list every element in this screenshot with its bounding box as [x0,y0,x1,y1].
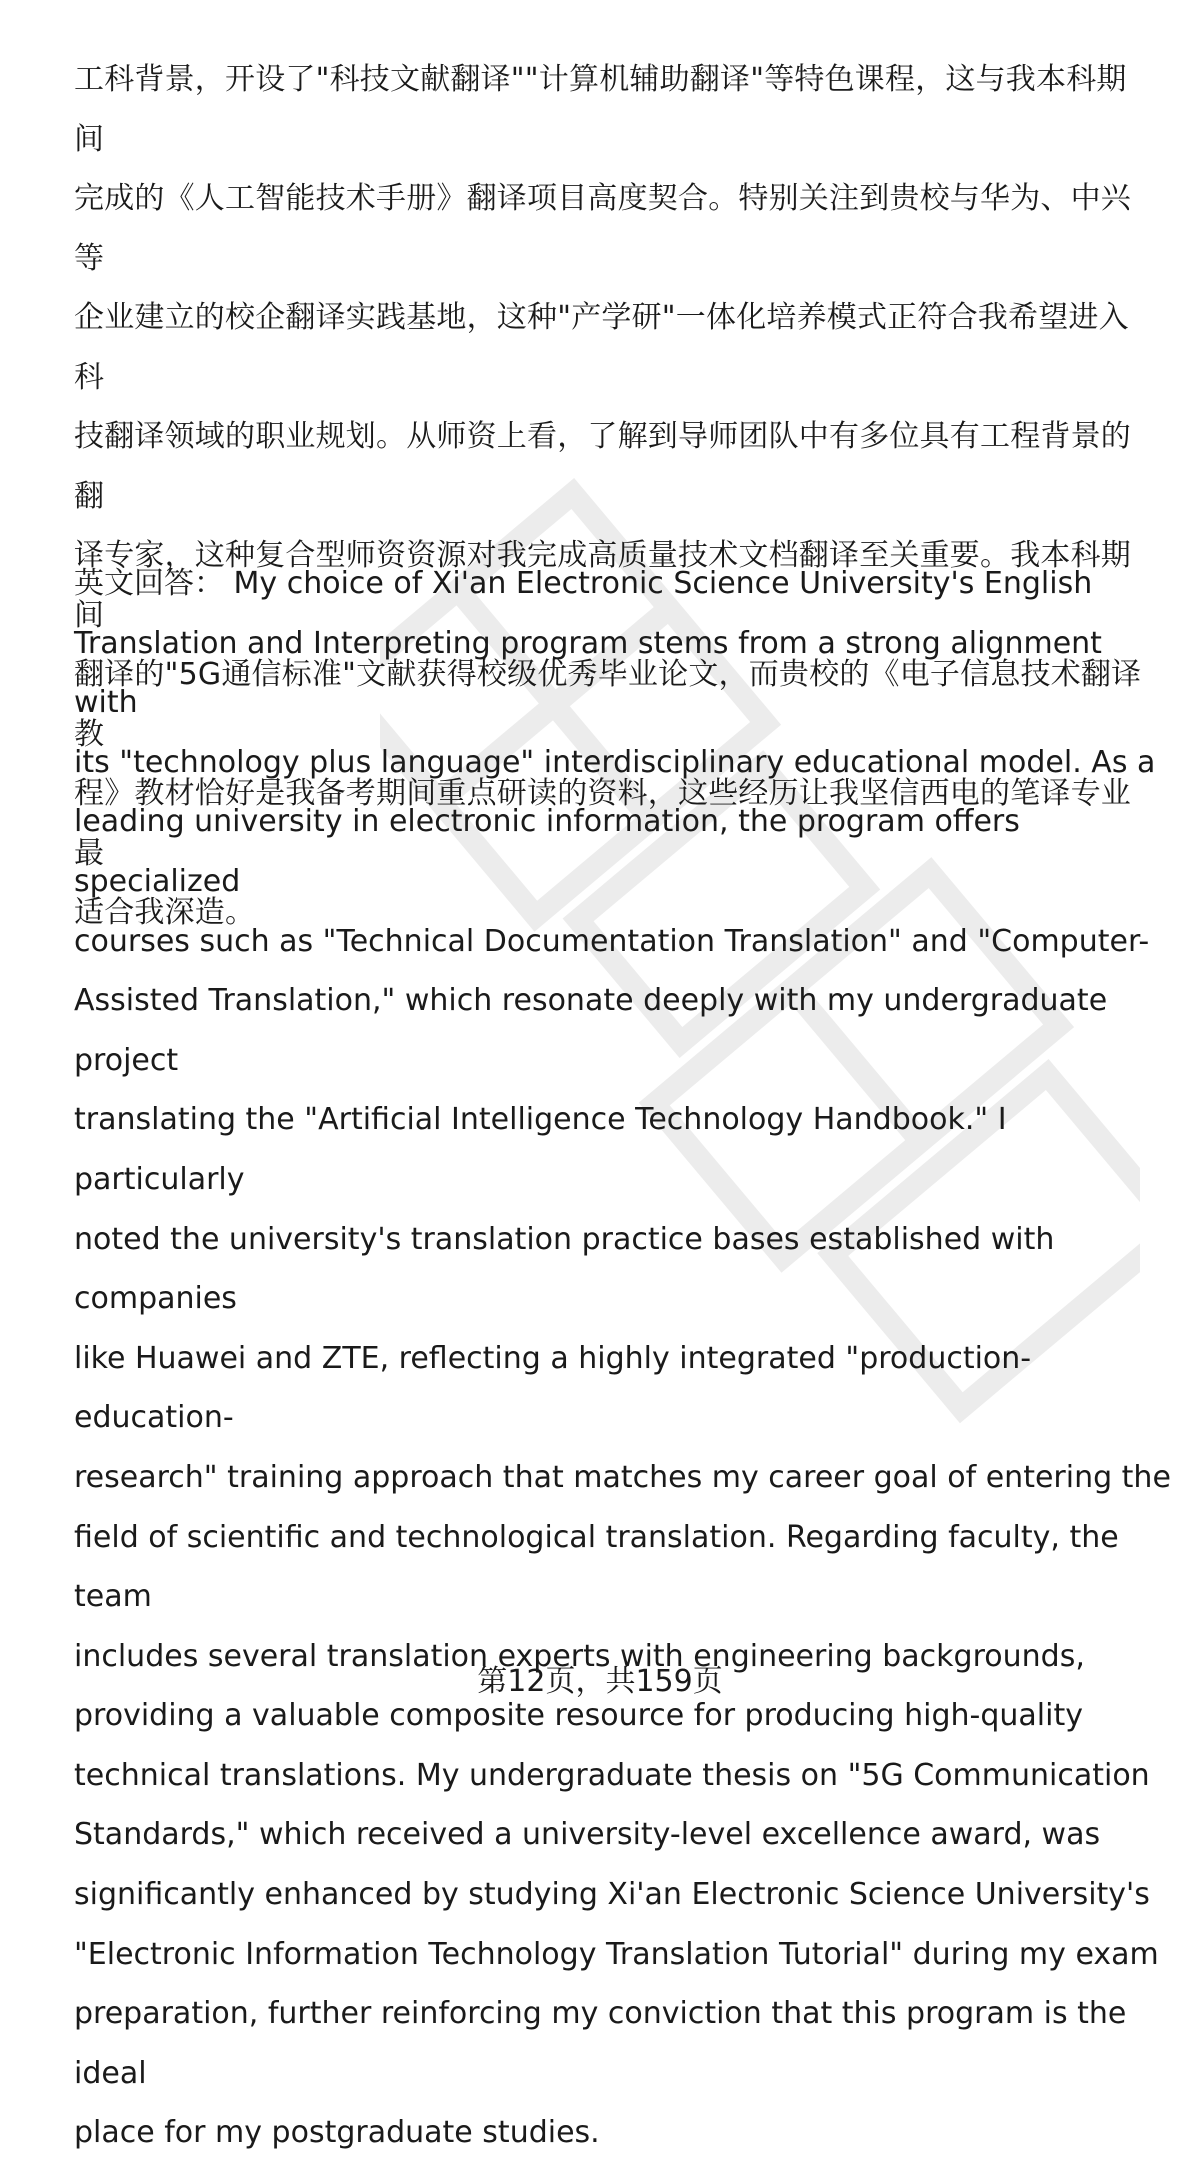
chinese-answer-paragraph: 工科背景，开设了"科技文献翻译""计算机辅助翻译"等特色课程，这与我本科期间 完成的《人工智能技术手册》翻译项目高度契合。特别关注到贵校与华为、中兴等 企业建立的校企翻译实践基地，这种"产学研"一体化培养模式正符合我希望进入科 技翻译领域的职业规划。从师资上看，了解到导师团队中有多位具有工程背景的翻 译专家，这种复合型师资资源对我完成高质量技术文档翻译至关重要。我本科期间 翻译的"5G通信标准"文献获得校级优秀毕业论文，而贵校的《电子信息技术翻译教 程》教材恰好是我备考期间重点研读的资料，这些经历让我坚信西电的笔译专业最 适合我深造。 [74,62,1142,930]
english-answer-paragraph [74,554,1174,2163]
english-answer-text: My choice of Xi'an Electronic Science University's English Translation and Interpreting program stems from a strong alignment with its "technology plus language" interdisciplinary educational model. As a leading university in electronic information, the program offers specialized courses such as "Technical Documentation Translation" and "Computer- Assisted Translation," which resonate deeply with my undergraduate project translating the "Artificial Intelligence Technology Handbook." I particularly noted the university's translation practice bases established with companies like Huawei and ZTE, reflecting a highly integrated "production-education- research" training approach that matches my career goal of entering the field of scientific and technological translation. Regarding faculty, the team includes several translation experts with engineering backgrounds, providing a valuable composite resource for producing high-quality technical translations. My undergraduate thesis on "5G Communication Standards," which received a university-level excellence award, was significantly enhanced by studying Xi'an Electronic Science University's "Electronic Information Technology Translation Tutorial" during my exam preparation, further reinforcing my conviction that this program is the ideal place for my postgraduate studies. [74,566,1171,2151]
page-number-footer: 第12页，共159页 [477,1664,723,1699]
english-answer-label: 英文回答： [74,566,224,601]
